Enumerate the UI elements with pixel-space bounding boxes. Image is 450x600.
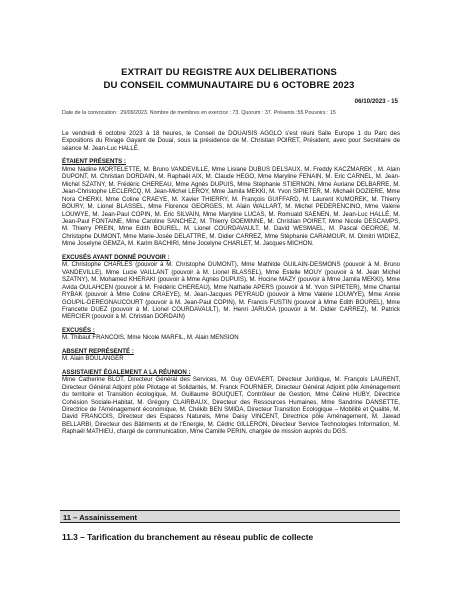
present-list: Mme Nadine MORTELETTE, M. Bruno VANDEVILLE, Mme Lisiane DUBUS DELSAUX, M. Freddy KACZMAREK , M. Alain DUPONT, M. Christian DORDAIN, M. Raphaël AIX, M. Claude HEGO, Mme Maryline FENAIN, M. Eric CARNEL, M. Jean-Michel SZATNY, M. Frédéric CHEREAU, Mme Agnès DUPUIS, Mme Stéphanie STIERNON, Mme Auriane DELBARRE, M. Jean-Christophe LECLERCQ, M. Jean-Michel LEROY, Mme Jamila MEKKI, M. Yvon SIPIETER, M. Michaël DOZIERE, Mme Nora CHERKI, Mme Coline CRAEYE, M. Xavier THIERRY, M. François GUIFFARD, M. Laurent KUMOREK, M. Thierry BOURY, M. Lionel BLASSEL, Mme Florence GEORGES, M. Alain WALLART, M. Michel PEDERENCINO, Mme Valérie LOUWYE, M. Jean-Paul COPIN, M. Eric SILVAIN, Mme Maryline LUCAS, M. Romuald SAENEN, M. Jean-Luc HALLÉ, M. Jean-Paul FONTAINE, Mme Caroline SANCHEZ, M. Thierry GOEMINNE, M. Christian POIRET, Mme Nicole DESCAMPS, M. Thierry PREIN, Mme Edith BOUREL, M. Lionel COURDAVAULT, M. David WESMAEL, M. Pascal GEORGE, M. Christophe DUMONT, Mme Marie-Josée DELATTRE, M. Didier CARREZ, Mme Stéphanie CARAMOUR, M. Dimitri WIDIEZ, Mme Joselyne GEMZA, M. Karim BACHIRI, Mme Jocelyne CHARLET, M. Jacques MICHON.: [62, 165, 400, 248]
absent-heading: ABSENT REPRÉSENTÉ :: [62, 347, 134, 355]
title-line-1: EXTRAIT DU REGISTRE AUX DELIBERATIONS: [121, 67, 337, 78]
convocation-meta: Date de la convocation : 29/09/2023. Nombre de membres en exercice : 73. Quorum : 37. Présents :55 Pouvoirs : 15: [62, 110, 336, 116]
deliberation-reference: 06/10/2023 - 15: [354, 98, 398, 105]
proxies-list: M. Christophe CHARLES (pouvoir à M. Christophe DUMONT), Mme Mathilde GUILAIN-DESMONS (pouvoir à M. Bruno VANDEVILLE), Mme Lucie VAILLANT (pouvoir à M. Lionel BLASSEL), Mme Estelle MOUY (pouvoir à M. Jean Michel SZATNY), M. Mohamed KHERAKI (pouvoir à Mme Agnès DUPUIS), M. Hocine MAZY (pouvoir à Mme Jamila MEKKI), Mme Avida OULAHCEN (pouvoir à M. Frédéric CHEREAU), Mme Nathalie APERS (pouvoir à M. Yvon SIPIETER), Mme Chantal RYBAK (pouvoir à Mme Coline CRAEYE), M. Jean-Jacques PEYRAUD (pouvoir à Mme Valérie LOUWYE), Mme Annie GOUPIL-DEREGNAUCOURT (pouvoir à M. Jean-Paul COPIN), M. Francis FUSTIN (pouvoir à Mme Edith BOUREL), Mme Francette DUEZ (pouvoir à M. Lionel COURDAVAULT), M. Henri JARUGA (pouvoir à M. Didier CARREZ), M. Patrick MERCIER (pouvoir à M. Christian DORDAIN): [62, 261, 400, 321]
subsection-title: 11.3 – Tarification du branchement au réseau public de collecte: [62, 532, 314, 542]
excused-heading: EXCUSÉS :: [62, 326, 95, 334]
excused-list: M. Thibaut FRANCOIS, Mme Nicole MARFIL, M. Alain MENSION: [62, 334, 239, 342]
title-line-2: DU CONSEIL COMMUNAUTAIRE DU 6 OCTOBRE 2023: [103, 80, 355, 91]
document-body: [62, 130, 400, 442]
proxies-section: [62, 254, 400, 321]
absent-list: M. Alain BOULANGER: [62, 355, 124, 363]
assistants-section: [62, 369, 400, 436]
document-title: [60, 66, 398, 92]
absent-section: [62, 348, 400, 363]
excused-section: [62, 327, 400, 342]
present-heading: ÉTAIENT PRÉSENTS :: [62, 158, 126, 166]
section-heading-bar: 11 – Assainissement: [60, 510, 400, 523]
assistants-list: Mme Catherine BLOT, Directeur Général des Services, M. Guy GEVAERT, Directeur Juridique, M. François LAURENT, Directeur Général Adjoint pôle Pilotage et Solidarités, M. Franck FOURNIER, Directeur Général Adjoint pôle Aménagement du territoire et Transition écologique, M. Guillaume BOUQUET, Contrôleur de Gestion, Mme Céline HUBY, Directrice Cohésion Sociale-Habitat, M. Grégory CLAIRBAUX, Directeur des Ressources Humaines, Mme Sandrine DANSETTE, Directrice de l'Aménagement économique, M. Chékib BEN SMIDA, Directeur Transition Ecologique – Mobilité et Qualité, M. David FRANCOIS, Directeur des Espaces Naturels, Mme Daisy VINCENT, Directrice pôle Aménagement, M. Jawad BELLARBI, Directeur des Bâtiments et de l'Energie, M. Cédric GILLERON, Directeur Service Technologies Information, M. Raphaël MATHIEU, chargé de communication, Mme Camille PERIN, chargée de mission auprès du DGS.: [62, 376, 400, 436]
intro-paragraph: Le vendredi 6 octobre 2023 à 18 heures, le Conseil de DOUAISIS AGGLO s'est réuni Salle Europe 1 du Parc des Expositions du Rivage Gayant de Douai, sous la présidence de M. Christian POIRET, Président, avec pour Secrétaire de séance M. Jean-Luc HALLÉ.: [62, 130, 400, 152]
assistants-heading: ASSISTAIENT ÉGALEMENT A LA RÉUNION :: [62, 368, 191, 376]
present-section: [62, 158, 400, 247]
proxies-heading: EXCUSÉS AYANT DONNÉ POUVOIR :: [62, 253, 170, 261]
